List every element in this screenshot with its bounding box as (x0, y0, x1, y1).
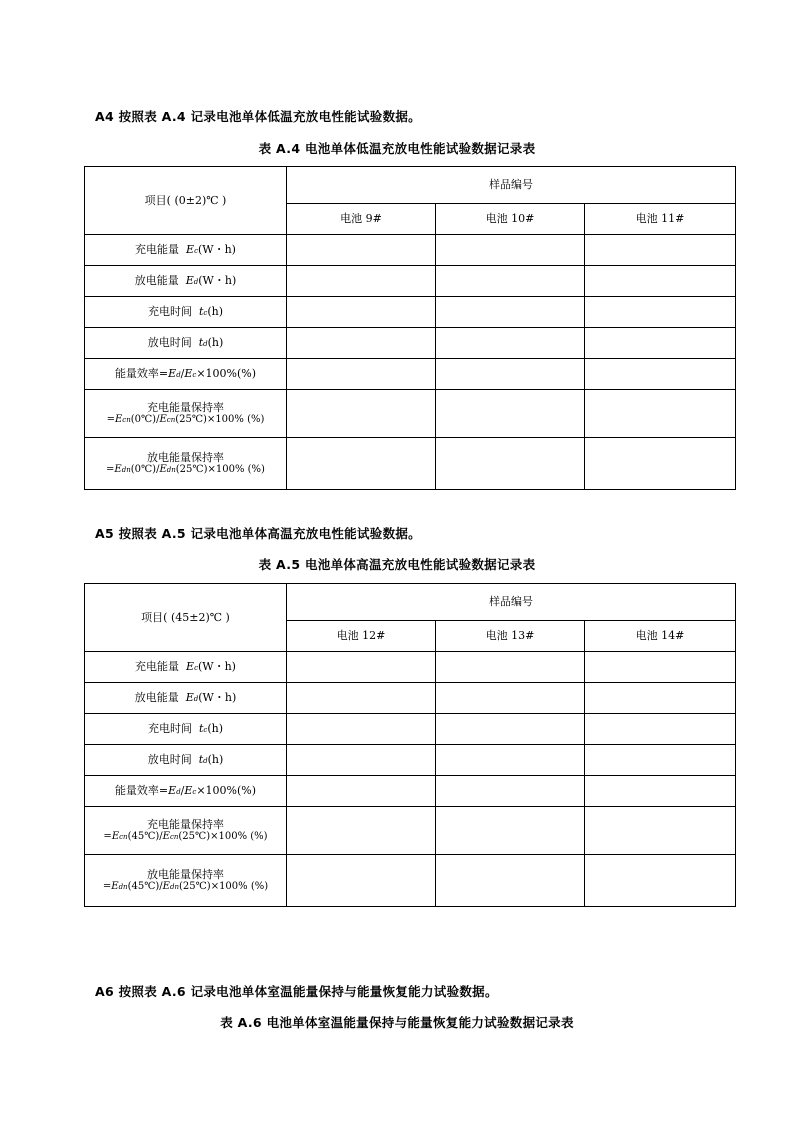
row-label-efficiency: 能量效率=Ed/Ec×100%(%) (85, 359, 287, 390)
data-cell[interactable] (585, 714, 736, 745)
data-cell[interactable] (585, 855, 736, 907)
sample-3: 电池 11# (585, 204, 736, 235)
data-cell[interactable] (436, 745, 585, 776)
data-cell[interactable] (585, 297, 736, 328)
data-cell[interactable] (287, 359, 436, 390)
data-cell[interactable] (436, 297, 585, 328)
item-header: 项目( (0±2)℃ ) (85, 167, 287, 235)
data-cell[interactable] (287, 745, 436, 776)
caption-table-a6: 表 A.6 电池单体室温能量保持与能量恢复能力试验数据记录表 (220, 1015, 574, 1030)
sample-2: 电池 10# (436, 204, 585, 235)
data-cell[interactable] (436, 807, 585, 855)
data-cell[interactable] (436, 776, 585, 807)
data-cell[interactable] (585, 235, 736, 266)
row-label-charge-retention: 充电能量保持率 =Ecn(0℃)/Ecn(25℃)×100% (%) (85, 390, 287, 438)
data-cell[interactable] (436, 438, 585, 490)
data-cell[interactable] (287, 807, 436, 855)
table-row (85, 438, 736, 490)
table-row (85, 328, 736, 359)
data-cell[interactable] (585, 390, 736, 438)
table-row (85, 807, 736, 855)
sample-header: 样品编号 (287, 167, 736, 204)
row-label-charge-time: 充电时间 tc(h) (85, 297, 287, 328)
data-cell[interactable] (585, 266, 736, 297)
data-cell[interactable] (436, 855, 585, 907)
row-label-efficiency: 能量效率=Ed/Ec×100%(%) (85, 776, 287, 807)
sample-3: 电池 14# (585, 621, 736, 652)
data-cell[interactable] (287, 390, 436, 438)
row-label-discharge-retention: 放电能量保持率 =Edn(45℃)/Edn(25℃)×100% (%) (85, 855, 287, 907)
data-cell[interactable] (436, 328, 585, 359)
table-row (85, 235, 736, 266)
data-cell[interactable] (585, 438, 736, 490)
data-cell[interactable] (287, 855, 436, 907)
data-cell[interactable] (287, 683, 436, 714)
data-cell[interactable] (287, 297, 436, 328)
caption-table-a4: 表 A.4 电池单体低温充放电性能试验数据记录表 (258, 141, 536, 156)
data-cell[interactable] (287, 714, 436, 745)
data-cell[interactable] (287, 438, 436, 490)
table-row (85, 714, 736, 745)
data-cell[interactable] (436, 714, 585, 745)
table-row (85, 390, 736, 438)
row-label-discharge-energy: 放电能量 Ed(W・h) (85, 266, 287, 297)
row-label-discharge-time: 放电时间 td(h) (85, 745, 287, 776)
row-label-discharge-energy: 放电能量 Ed(W・h) (85, 683, 287, 714)
data-cell[interactable] (287, 235, 436, 266)
data-cell[interactable] (287, 776, 436, 807)
data-cell[interactable] (287, 266, 436, 297)
row-label-charge-retention: 充电能量保持率 =Ecn(45℃)/Ecn(25℃)×100% (%) (85, 807, 287, 855)
data-cell[interactable] (436, 390, 585, 438)
caption-table-a5: 表 A.5 电池单体高温充放电性能试验数据记录表 (258, 557, 536, 572)
paragraph-a5: A5 按照表 A.5 记录电池单体高温充放电性能试验数据。 (95, 526, 421, 541)
table-row (85, 776, 736, 807)
row-label-discharge-retention: 放电能量保持率 =Edn(0℃)/Edn(25℃)×100% (%) (85, 438, 287, 490)
data-cell[interactable] (585, 652, 736, 683)
data-cell[interactable] (585, 328, 736, 359)
data-cell[interactable] (287, 652, 436, 683)
sample-2: 电池 13# (436, 621, 585, 652)
table-row (85, 266, 736, 297)
row-label-charge-energy: 充电能量 Ec(W・h) (85, 235, 287, 266)
sample-header: 样品编号 (287, 584, 736, 621)
data-cell[interactable] (585, 807, 736, 855)
data-cell[interactable] (436, 359, 585, 390)
sample-1: 电池 9# (287, 204, 436, 235)
paragraph-a6: A6 按照表 A.6 记录电池单体室温能量保持与能量恢复能力试验数据。 (95, 984, 498, 999)
table-row (85, 745, 736, 776)
data-cell[interactable] (436, 235, 585, 266)
data-cell[interactable] (287, 328, 436, 359)
data-cell[interactable] (585, 683, 736, 714)
data-cell[interactable] (585, 776, 736, 807)
table-row (85, 855, 736, 907)
data-cell[interactable] (585, 745, 736, 776)
data-cell[interactable] (585, 359, 736, 390)
data-cell[interactable] (436, 266, 585, 297)
table-row (85, 683, 736, 714)
paragraph-a4: A4 按照表 A.4 记录电池单体低温充放电性能试验数据。 (95, 109, 421, 124)
table-row (85, 359, 736, 390)
data-cell[interactable] (436, 652, 585, 683)
sample-1: 电池 12# (287, 621, 436, 652)
table-row (85, 652, 736, 683)
data-cell[interactable] (436, 683, 585, 714)
table-row (85, 297, 736, 328)
row-label-charge-energy: 充电能量 Ec(W・h) (85, 652, 287, 683)
row-label-discharge-time: 放电时间 td(h) (85, 328, 287, 359)
table-a4 (84, 166, 736, 490)
item-header: 项目( (45±2)℃ ) (85, 584, 287, 652)
row-label-charge-time: 充电时间 tc(h) (85, 714, 287, 745)
table-a5 (84, 583, 736, 907)
